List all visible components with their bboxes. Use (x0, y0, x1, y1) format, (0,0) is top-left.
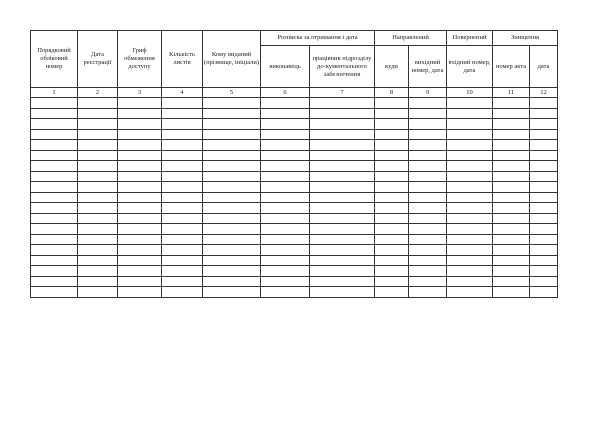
table-cell[interactable] (409, 140, 447, 151)
table-cell[interactable] (530, 108, 558, 119)
table-cell[interactable] (447, 213, 493, 224)
table-row (31, 182, 558, 193)
table-cell[interactable] (375, 255, 409, 266)
table-cell[interactable] (118, 140, 162, 151)
table-cell[interactable] (493, 140, 530, 151)
table-cell[interactable] (530, 234, 558, 245)
header-issued-to: Кому виданий (прізвище, ініціали) (203, 31, 261, 88)
header-sent-outgoing: вихідний номер, дата (409, 46, 447, 88)
table-row (31, 98, 558, 109)
table-cell[interactable] (78, 98, 118, 109)
table-row (31, 255, 558, 266)
table-cell[interactable] (203, 213, 261, 224)
table-cell[interactable] (375, 98, 409, 109)
table-cell[interactable] (447, 150, 493, 161)
table-cell[interactable] (203, 171, 261, 182)
table-cell[interactable] (162, 171, 203, 182)
table-cell[interactable] (493, 203, 530, 214)
table-cell[interactable] (375, 234, 409, 245)
table-cell[interactable] (530, 287, 558, 298)
table-cell[interactable] (447, 140, 493, 151)
table-cell[interactable] (409, 266, 447, 277)
table-cell[interactable] (310, 98, 375, 109)
table-cell[interactable] (493, 276, 530, 287)
table-cell[interactable] (261, 98, 310, 109)
table-cell[interactable] (118, 266, 162, 277)
table-cell[interactable] (78, 182, 118, 193)
table-cell[interactable] (375, 213, 409, 224)
table-cell[interactable] (203, 192, 261, 203)
table-cell[interactable] (203, 287, 261, 298)
table-cell[interactable] (530, 245, 558, 256)
table-cell[interactable] (530, 161, 558, 172)
table-cell[interactable] (118, 192, 162, 203)
table-cell[interactable] (78, 287, 118, 298)
table-cell[interactable] (118, 213, 162, 224)
table-cell[interactable] (409, 150, 447, 161)
table-cell[interactable] (310, 108, 375, 119)
table-cell[interactable] (261, 203, 310, 214)
table-cell[interactable] (493, 171, 530, 182)
column-number: 3 (118, 88, 162, 98)
table-row (31, 161, 558, 172)
table-cell[interactable] (310, 171, 375, 182)
table-cell[interactable] (162, 287, 203, 298)
table-cell[interactable] (493, 224, 530, 235)
table-cell[interactable] (31, 171, 78, 182)
table-row (31, 192, 558, 203)
table-cell[interactable] (447, 129, 493, 140)
table-cell[interactable] (409, 255, 447, 266)
table-cell[interactable] (493, 161, 530, 172)
table-cell[interactable] (118, 234, 162, 245)
table-row (31, 129, 558, 140)
table-cell[interactable] (447, 98, 493, 109)
table-cell[interactable] (493, 234, 530, 245)
table-cell[interactable] (78, 266, 118, 277)
table-cell[interactable] (203, 224, 261, 235)
table-cell[interactable] (162, 203, 203, 214)
table-cell[interactable] (31, 287, 78, 298)
table-cell[interactable] (447, 161, 493, 172)
table-cell[interactable] (31, 224, 78, 235)
table-cell[interactable] (261, 213, 310, 224)
table-cell[interactable] (162, 182, 203, 193)
table-cell[interactable] (118, 161, 162, 172)
table-cell[interactable] (162, 255, 203, 266)
table-cell[interactable] (261, 266, 310, 277)
table-cell[interactable] (162, 224, 203, 235)
table-cell[interactable] (203, 276, 261, 287)
table-cell[interactable] (162, 150, 203, 161)
table-cell[interactable] (31, 276, 78, 287)
table-cell[interactable] (375, 245, 409, 256)
table-cell[interactable] (118, 108, 162, 119)
table-cell[interactable] (530, 119, 558, 130)
table-cell[interactable] (310, 150, 375, 161)
table-cell[interactable] (261, 245, 310, 256)
table-cell[interactable] (409, 224, 447, 235)
table-cell[interactable] (31, 192, 78, 203)
table-cell[interactable] (203, 182, 261, 193)
table-cell[interactable] (203, 129, 261, 140)
table-cell[interactable] (162, 266, 203, 277)
table-cell[interactable] (310, 234, 375, 245)
table-cell[interactable] (261, 171, 310, 182)
table-row (31, 245, 558, 256)
table-cell[interactable] (162, 213, 203, 224)
table-cell[interactable] (310, 255, 375, 266)
table-cell[interactable] (447, 119, 493, 130)
table-cell[interactable] (493, 98, 530, 109)
table-cell[interactable] (530, 276, 558, 287)
header-destroyed-group: Знищення (493, 31, 558, 46)
table-cell[interactable] (31, 255, 78, 266)
table-cell[interactable] (409, 287, 447, 298)
table-cell[interactable] (31, 108, 78, 119)
table-cell[interactable] (78, 213, 118, 224)
table-cell[interactable] (493, 245, 530, 256)
header-reg-date: Дата реєстрації (78, 31, 118, 88)
table-cell[interactable] (530, 213, 558, 224)
table-cell[interactable] (409, 161, 447, 172)
column-number: 5 (203, 88, 261, 98)
table-row (31, 203, 558, 214)
table-cell[interactable] (203, 119, 261, 130)
table-cell[interactable] (118, 224, 162, 235)
table-cell[interactable] (31, 266, 78, 277)
table-cell[interactable] (78, 119, 118, 130)
table-cell[interactable] (375, 192, 409, 203)
table-cell[interactable] (409, 213, 447, 224)
table-cell[interactable] (409, 182, 447, 193)
table-cell[interactable] (118, 255, 162, 266)
table-cell[interactable] (78, 203, 118, 214)
table-row (31, 213, 558, 224)
column-numbers-row (31, 88, 558, 98)
table-cell[interactable] (261, 192, 310, 203)
table-row (31, 150, 558, 161)
table-cell[interactable] (375, 203, 409, 214)
table-cell[interactable] (493, 213, 530, 224)
table-cell[interactable] (409, 108, 447, 119)
table-cell[interactable] (31, 234, 78, 245)
column-number: 12 (530, 88, 558, 98)
table-cell[interactable] (118, 287, 162, 298)
table-cell[interactable] (409, 119, 447, 130)
table-cell[interactable] (375, 224, 409, 235)
table-cell[interactable] (447, 245, 493, 256)
column-number: 11 (493, 88, 530, 98)
column-number: 1 (31, 88, 78, 98)
table-cell[interactable] (447, 108, 493, 119)
table-cell[interactable] (530, 203, 558, 214)
table-cell[interactable] (78, 161, 118, 172)
table-cell[interactable] (310, 203, 375, 214)
table-cell[interactable] (375, 276, 409, 287)
table-cell[interactable] (261, 255, 310, 266)
table-cell[interactable] (310, 129, 375, 140)
table-cell[interactable] (162, 119, 203, 130)
table-cell[interactable] (375, 119, 409, 130)
table-cell[interactable] (203, 140, 261, 151)
table-cell[interactable] (31, 213, 78, 224)
table-cell[interactable] (310, 266, 375, 277)
table-cell[interactable] (78, 129, 118, 140)
table-cell[interactable] (162, 161, 203, 172)
table-cell[interactable] (375, 140, 409, 151)
table-cell[interactable] (203, 150, 261, 161)
table-cell[interactable] (203, 203, 261, 214)
table-cell[interactable] (493, 150, 530, 161)
table-cell[interactable] (78, 276, 118, 287)
table-cell[interactable] (375, 182, 409, 193)
header-returned-incoming: вхідний номер, дата (447, 46, 493, 88)
table-cell[interactable] (78, 234, 118, 245)
header-receipt-officer: працівник підрозділу до-кументального забезпечення (310, 46, 375, 88)
table-cell[interactable] (118, 129, 162, 140)
table-cell[interactable] (409, 276, 447, 287)
header-destroyed-act: номер акта (493, 46, 530, 88)
table-cell[interactable] (162, 108, 203, 119)
table-cell[interactable] (203, 266, 261, 277)
table-cell[interactable] (493, 255, 530, 266)
table-cell[interactable] (310, 140, 375, 151)
table-cell[interactable] (310, 119, 375, 130)
table-cell[interactable] (493, 129, 530, 140)
table-cell[interactable] (31, 129, 78, 140)
header-sent-where: куди (375, 46, 409, 88)
table-cell[interactable] (31, 245, 78, 256)
table-cell[interactable] (310, 182, 375, 193)
column-number: 6 (261, 88, 310, 98)
table-cell[interactable] (261, 161, 310, 172)
table-cell[interactable] (78, 255, 118, 266)
table-cell[interactable] (203, 255, 261, 266)
table-cell[interactable] (78, 150, 118, 161)
table-cell[interactable] (530, 255, 558, 266)
table-cell[interactable] (530, 140, 558, 151)
table-cell[interactable] (261, 287, 310, 298)
table-cell[interactable] (261, 129, 310, 140)
table-cell[interactable] (203, 161, 261, 172)
table-cell[interactable] (409, 203, 447, 214)
table-row (31, 171, 558, 182)
header-access-grade: Гриф обмеження доступу (118, 31, 162, 88)
table-cell[interactable] (118, 171, 162, 182)
column-number: 9 (409, 88, 447, 98)
table-cell[interactable] (409, 245, 447, 256)
table-cell[interactable] (162, 234, 203, 245)
table-cell[interactable] (530, 171, 558, 182)
table-row (31, 266, 558, 277)
table-row (31, 287, 558, 298)
header-destroyed-date: дата (530, 46, 558, 88)
table-cell[interactable] (375, 108, 409, 119)
column-number: 4 (162, 88, 203, 98)
table-cell[interactable] (118, 98, 162, 109)
table-cell[interactable] (261, 119, 310, 130)
table-cell[interactable] (118, 203, 162, 214)
column-number: 10 (447, 88, 493, 98)
table-cell[interactable] (31, 150, 78, 161)
column-number: 7 (310, 88, 375, 98)
header-reg-number: Порядковий обліковий номер (31, 31, 78, 88)
table-cell[interactable] (530, 266, 558, 277)
table-cell[interactable] (78, 171, 118, 182)
table-row (31, 108, 558, 119)
table-cell[interactable] (203, 234, 261, 245)
table-cell[interactable] (162, 129, 203, 140)
table-cell[interactable] (31, 140, 78, 151)
table-cell[interactable] (203, 245, 261, 256)
table-cell[interactable] (118, 245, 162, 256)
table-cell[interactable] (310, 245, 375, 256)
registration-table (30, 30, 558, 298)
table-cell[interactable] (530, 98, 558, 109)
table-body (31, 98, 558, 298)
header-returned-group: Повернений (447, 31, 493, 46)
table-cell[interactable] (409, 171, 447, 182)
table-cell[interactable] (493, 182, 530, 193)
table-cell[interactable] (447, 276, 493, 287)
table-cell[interactable] (203, 98, 261, 109)
table-cell[interactable] (409, 98, 447, 109)
table-cell[interactable] (118, 182, 162, 193)
table-cell[interactable] (409, 192, 447, 203)
table-cell[interactable] (530, 150, 558, 161)
table-cell[interactable] (162, 276, 203, 287)
column-number: 8 (375, 88, 409, 98)
header-sent-group: Направлений (375, 31, 447, 46)
table-cell[interactable] (261, 182, 310, 193)
table-cell[interactable] (530, 129, 558, 140)
table-cell[interactable] (530, 192, 558, 203)
table-cell[interactable] (310, 161, 375, 172)
table-cell[interactable] (409, 129, 447, 140)
table-row (31, 140, 558, 151)
table-cell[interactable] (310, 276, 375, 287)
table-cell[interactable] (78, 140, 118, 151)
table-cell[interactable] (162, 140, 203, 151)
table-cell[interactable] (493, 108, 530, 119)
table-cell[interactable] (78, 108, 118, 119)
table-cell[interactable] (375, 150, 409, 161)
table-row (31, 119, 558, 130)
table-cell[interactable] (447, 192, 493, 203)
table-cell[interactable] (31, 203, 78, 214)
table-cell[interactable] (31, 119, 78, 130)
table-cell[interactable] (530, 224, 558, 235)
table-cell[interactable] (375, 129, 409, 140)
table-cell[interactable] (310, 287, 375, 298)
table-cell[interactable] (447, 255, 493, 266)
table-cell[interactable] (162, 98, 203, 109)
table-cell[interactable] (118, 150, 162, 161)
table-cell[interactable] (447, 234, 493, 245)
table-cell[interactable] (409, 234, 447, 245)
table-cell[interactable] (310, 213, 375, 224)
table-cell[interactable] (375, 266, 409, 277)
header-receipt-group: Розписка за отримання і дата (261, 31, 375, 46)
table-cell[interactable] (447, 266, 493, 277)
table-cell[interactable] (261, 108, 310, 119)
table-cell[interactable] (118, 276, 162, 287)
table-cell[interactable] (118, 119, 162, 130)
table-cell[interactable] (447, 224, 493, 235)
table-row (31, 234, 558, 245)
header-receipt-executor: виконавець (261, 46, 310, 88)
table-cell[interactable] (530, 182, 558, 193)
table-cell[interactable] (261, 140, 310, 151)
table-cell[interactable] (162, 245, 203, 256)
header-sheets-count: Кількість листів (162, 31, 203, 88)
table-cell[interactable] (78, 245, 118, 256)
table-cell[interactable] (31, 182, 78, 193)
table-cell[interactable] (162, 192, 203, 203)
table-cell[interactable] (375, 161, 409, 172)
table-cell[interactable] (78, 192, 118, 203)
table-cell[interactable] (310, 192, 375, 203)
table-cell[interactable] (261, 224, 310, 235)
table-cell[interactable] (31, 98, 78, 109)
table-cell[interactable] (261, 276, 310, 287)
table-cell[interactable] (310, 224, 375, 235)
table-cell[interactable] (78, 224, 118, 235)
table-cell[interactable] (375, 287, 409, 298)
table-cell[interactable] (447, 171, 493, 182)
table-cell[interactable] (447, 203, 493, 214)
table-cell[interactable] (447, 287, 493, 298)
table-cell[interactable] (447, 182, 493, 193)
table-row (31, 276, 558, 287)
table-row (31, 224, 558, 235)
table-cell[interactable] (261, 234, 310, 245)
table-cell[interactable] (203, 108, 261, 119)
table-cell[interactable] (493, 119, 530, 130)
column-number: 2 (78, 88, 118, 98)
table-cell[interactable] (493, 266, 530, 277)
table-cell[interactable] (31, 161, 78, 172)
table-cell[interactable] (493, 287, 530, 298)
table-cell[interactable] (261, 150, 310, 161)
table-cell[interactable] (375, 171, 409, 182)
table-cell[interactable] (493, 192, 530, 203)
